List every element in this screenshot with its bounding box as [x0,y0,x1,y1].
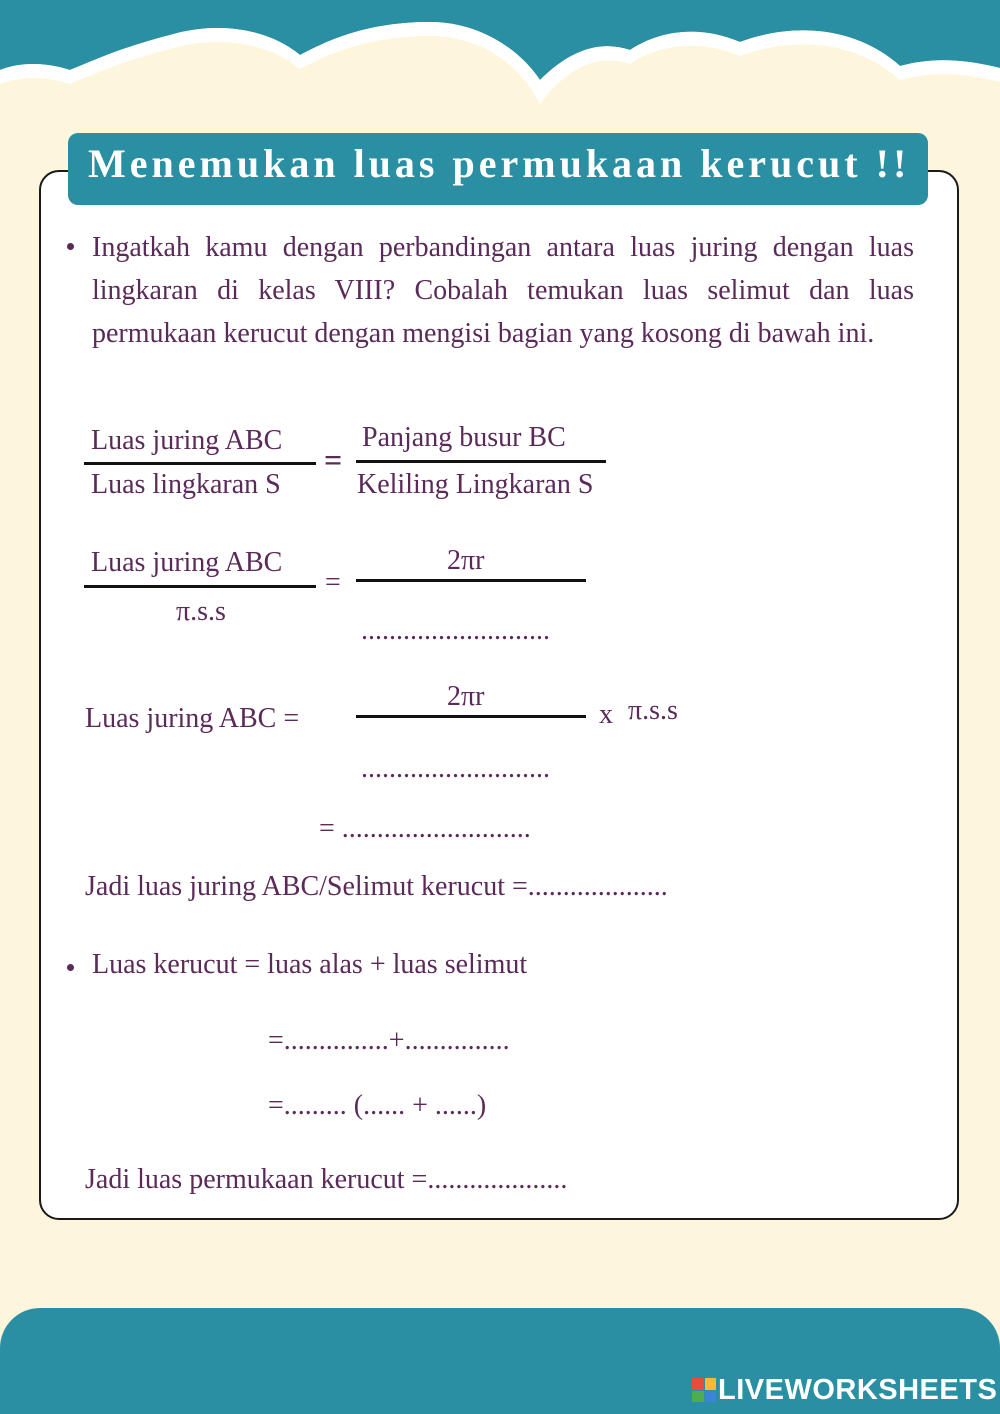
page-title: Menemukan luas permukaan kerucut !! [88,141,911,186]
luas-kerucut-formula: Luas kerucut = luas alas + luas selimut [92,949,528,980]
eq3-times: x [599,699,613,730]
step1-blank[interactable]: =...............+............... [268,1025,510,1056]
eq1-right-numerator: Panjang busur BC [362,422,566,453]
eq3-fraction-line [356,715,586,718]
eq1-left-denominator: Luas lingkaran S [91,469,281,500]
eq2-left-denominator: π.s.s [176,596,226,627]
eq1-equals: = [324,442,343,478]
eq2-equals: = [325,567,341,598]
eq1-right-fraction-line [356,460,606,463]
bullet-dot [67,243,74,250]
conclusion-selimut[interactable]: Jadi luas juring ABC/Selimut kerucut =.................... [85,871,668,902]
eq3-answer-blank[interactable]: ........................... [361,753,550,784]
bullet-dot [67,964,74,971]
eq2-left-fraction-line [84,585,316,588]
brand-name: LIVEWORKSHEETS [718,1374,998,1406]
eq1-right-denominator: Keliling Lingkaran S [357,469,594,500]
eq2-right-numerator: 2πr [447,545,485,576]
eq3-numerator: 2πr [447,681,485,712]
eq1-left-fraction-line [84,462,316,465]
eq3-label: Luas juring ABC = [85,703,300,734]
step2-blank[interactable]: =......... (...... + ......) [268,1090,487,1121]
liveworksheets-icon [692,1378,716,1402]
eq1-left-numerator: Luas juring ABC [91,425,283,456]
intro-paragraph: Ingatkah kamu dengan perbandingan antara luas juring dengan luas lingkaran di kelas VIII? Cobalah temukan luas selimut dan luas permukaan kerucut dengan mengisi bagian yang kosong di bawah ini. [92,232,914,349]
conclusion-permukaan[interactable]: Jadi luas permukaan kerucut =.................... [85,1164,568,1195]
eq2-right-fraction-line [356,579,586,582]
eq2-left-numerator: Luas juring ABC [91,547,283,578]
eq3-result-blank[interactable]: = ........................... [319,813,531,844]
eq3-factor: π.s.s [628,695,678,726]
liveworksheets-logo[interactable] [692,1375,997,1405]
eq2-answer-blank[interactable]: ........................... [361,615,550,646]
header-wave [0,0,1000,120]
